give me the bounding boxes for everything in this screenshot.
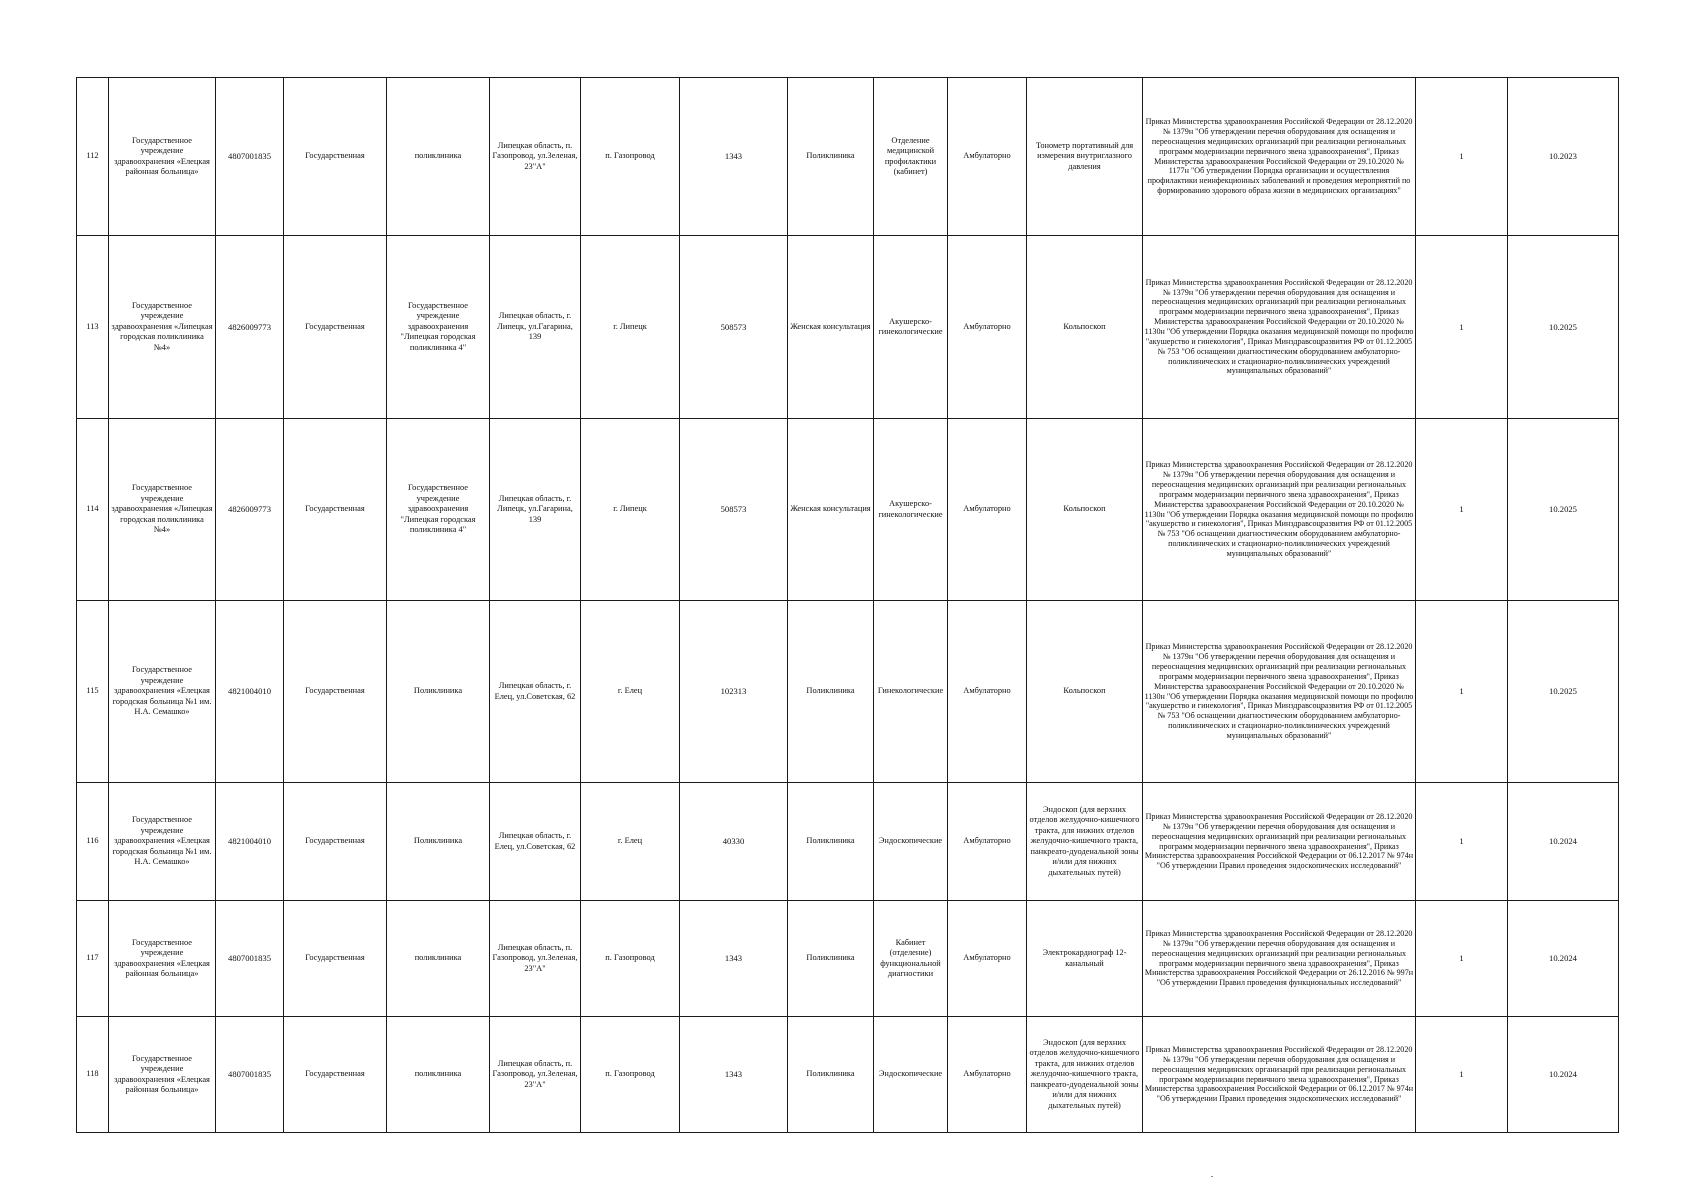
date-cell: 10.2024 xyxy=(1508,901,1619,1017)
table-row xyxy=(77,1017,1619,1133)
care-form-cell: Амбулаторно xyxy=(948,1017,1027,1133)
inn-cell: 4826009773 xyxy=(216,419,284,601)
subdivision-cell: Поликлиника xyxy=(788,901,874,1017)
quantity-cell: 1 xyxy=(1416,901,1508,1017)
row-number: 117 xyxy=(77,901,109,1017)
institution-name: Государственное учреждение здравоохранения «Липецкая городская поликлиника №4» xyxy=(109,419,216,601)
inn-cell: 4826009773 xyxy=(216,236,284,419)
quantity-cell: 1 xyxy=(1416,78,1508,236)
table-row xyxy=(77,78,1619,236)
address-cell: Липецкая область, п. Газопровод, ул.Зеленая, 23"А" xyxy=(490,78,581,236)
row-number: 112 xyxy=(77,78,109,236)
date-cell: 10.2025 xyxy=(1508,601,1619,783)
date-cell: 10.2025 xyxy=(1508,236,1619,419)
institution-name: Государственное учреждение здравоохранения «Елецкая районная больница» xyxy=(109,901,216,1017)
equipment-cell: Тонометр портативный для измерения внутриглазного давления xyxy=(1027,78,1143,236)
row-number: 114 xyxy=(77,419,109,601)
inn-cell: 4807001835 xyxy=(216,78,284,236)
regulatory-order-cell: Приказ Министерства здравоохранения Российской Федерации от 28.12.2020 № 1379н "Об утверждении перечня оборудования для оснащения и переоснащения медицинских организаций при реализации региональных программ модернизации первичного звена здравоохранения", Приказ Министерства здравоохранения Российской Федерации от 29.10.2020 № 1177н "Об утверждении Порядка организации и осуществления профилактики неинфекционных заболеваний и проведения мероприятий по формированию здорового образа жизни в медицинских организациях" xyxy=(1143,78,1416,236)
structural-unit: Поликлиника xyxy=(387,601,490,783)
regulatory-order-cell: Приказ Министерства здравоохранения Российской Федерации от 28.12.2020 № 1379н "Об утверждении перечня оборудования для оснащения и переоснащения медицинских организаций при реализации региональных программ модернизации первичного звена здравоохранения", Приказ Министерства здравоохранения Российской Федерации от 06.12.2017 № 974н "Об утверждении Правил проведения эндоскопических исследований" xyxy=(1143,783,1416,901)
document-page xyxy=(76,77,1618,1133)
locality-cell: п. Газопровод xyxy=(581,1017,680,1133)
institution-name: Государственное учреждение здравоохранения «Елецкая районная больница» xyxy=(109,78,216,236)
table-row xyxy=(77,601,1619,783)
institution-name: Государственное учреждение здравоохранения «Елецкая городская больница №1 им. Н.А. Семашко» xyxy=(109,783,216,901)
row-number: 118 xyxy=(77,1017,109,1133)
inn-cell: 4807001835 xyxy=(216,901,284,1017)
population-cell: 508573 xyxy=(680,419,788,601)
address-cell: Липецкая область, г. Липецк, ул.Гагарина, 139 xyxy=(490,419,581,601)
department-cell: Отделение медицинской профилактики (кабинет) xyxy=(874,78,948,236)
subdivision-cell: Женская консультация xyxy=(788,419,874,601)
inn-cell: 4821004010 xyxy=(216,601,284,783)
care-form-cell: Амбулаторно xyxy=(948,236,1027,419)
population-cell: 102313 xyxy=(680,601,788,783)
regulatory-order-cell: Приказ Министерства здравоохранения Российской Федерации от 28.12.2020 № 1379н "Об утверждении перечня оборудования для оснащения и переоснащения медицинских организаций при реализации региональных программ модернизации первичного звена здравоохранения", Приказ Министерства здравоохранения Российской Федерации от 06.12.2017 № 974н "Об утверждении Правил проведения эндоскопических исследований" xyxy=(1143,1017,1416,1133)
population-cell: 1343 xyxy=(680,78,788,236)
address-cell: Липецкая область, г. Липецк, ул.Гагарина, 139 xyxy=(490,236,581,419)
care-form-cell: Амбулаторно xyxy=(948,783,1027,901)
structural-unit: поликлиника xyxy=(387,78,490,236)
scan-speck xyxy=(1211,1176,1213,1177)
locality-cell: п. Газопровод xyxy=(581,901,680,1017)
subdivision-cell: Поликлиника xyxy=(788,601,874,783)
date-cell: 10.2024 xyxy=(1508,783,1619,901)
structural-unit: Поликлиника xyxy=(387,783,490,901)
locality-cell: г. Липецк xyxy=(581,236,680,419)
population-cell: 40330 xyxy=(680,783,788,901)
care-form-cell: Амбулаторно xyxy=(948,78,1027,236)
table-row xyxy=(77,901,1619,1017)
department-cell: Гинекологические xyxy=(874,601,948,783)
care-form-cell: Амбулаторно xyxy=(948,601,1027,783)
locality-cell: п. Газопровод xyxy=(581,78,680,236)
department-cell: Акушерско-гинекологические xyxy=(874,236,948,419)
population-cell: 1343 xyxy=(680,901,788,1017)
quantity-cell: 1 xyxy=(1416,783,1508,901)
subdivision-cell: Поликлиника xyxy=(788,783,874,901)
quantity-cell: 1 xyxy=(1416,419,1508,601)
ownership-form: Государственная xyxy=(284,601,387,783)
regulatory-order-cell: Приказ Министерства здравоохранения Российской Федерации от 28.12.2020 № 1379н "Об утверждении перечня оборудования для оснащения и переоснащения медицинских организаций при реализации региональных программ модернизации первичного звена здравоохранения", Приказ Министерства здравоохранения Российской Федерации от 20.10.2020 № 1130н "Об утверждении Порядка оказания медицинской помощи по профилю "акушерство и гинекология", Приказ Минздравсоцразвития РФ от 01.12.2005 № 753 "Об оснащении диагностическим оборудованием амбулаторно-поликлинических и стационарно-поликлинических учреждений муниципальных образований" xyxy=(1143,601,1416,783)
subdivision-cell: Поликлиника xyxy=(788,1017,874,1133)
institution-name: Государственное учреждение здравоохранения «Елецкая городская больница №1 им. Н.А. Семашко» xyxy=(109,601,216,783)
address-cell: Липецкая область, г. Елец, ул.Советская, 62 xyxy=(490,601,581,783)
ownership-form: Государственная xyxy=(284,901,387,1017)
row-number: 116 xyxy=(77,783,109,901)
department-cell: Эндоскопические xyxy=(874,783,948,901)
inn-cell: 4821004010 xyxy=(216,783,284,901)
ownership-form: Государственная xyxy=(284,419,387,601)
structural-unit: Государственное учреждение здравоохранения "Липецкая городская поликлиника 4" xyxy=(387,236,490,419)
quantity-cell: 1 xyxy=(1416,236,1508,419)
table-row xyxy=(77,419,1619,601)
regulatory-order-cell: Приказ Министерства здравоохранения Российской Федерации от 28.12.2020 № 1379н "Об утверждении перечня оборудования для оснащения и переоснащения медицинских организаций при реализации региональных программ модернизации первичного звена здравоохранения", Приказ Министерства здравоохранения Российской Федерации от 26.12.2016 № 997н "Об утверждении Правил проведения функциональных исследований" xyxy=(1143,901,1416,1017)
row-number: 113 xyxy=(77,236,109,419)
table-row xyxy=(77,783,1619,901)
ownership-form: Государственная xyxy=(284,236,387,419)
locality-cell: г. Елец xyxy=(581,601,680,783)
row-number: 115 xyxy=(77,601,109,783)
inn-cell: 4807001835 xyxy=(216,1017,284,1133)
quantity-cell: 1 xyxy=(1416,1017,1508,1133)
address-cell: Липецкая область, п. Газопровод, ул.Зеленая, 23"А" xyxy=(490,901,581,1017)
date-cell: 10.2023 xyxy=(1508,78,1619,236)
ownership-form: Государственная xyxy=(284,78,387,236)
regulatory-order-cell: Приказ Министерства здравоохранения Российской Федерации от 28.12.2020 № 1379н "Об утверждении перечня оборудования для оснащения и переоснащения медицинских организаций при реализации региональных программ модернизации первичного звена здравоохранения", Приказ Министерства здравоохранения Российской Федерации от 20.10.2020 № 1130н "Об утверждении Порядка оказания медицинской помощи по профилю "акушерство и гинекология", Приказ Минздравсоцразвития РФ от 01.12.2005 № 753 "Об оснащении диагностическим оборудованием амбулаторно-поликлинических и стационарно-поликлинических учреждений муниципальных образований" xyxy=(1143,419,1416,601)
care-form-cell: Амбулаторно xyxy=(948,901,1027,1017)
address-cell: Липецкая область, г. Елец, ул.Советская, 62 xyxy=(490,783,581,901)
institution-name: Государственное учреждение здравоохранения «Липецкая городская поликлиника №4» xyxy=(109,236,216,419)
locality-cell: г. Липецк xyxy=(581,419,680,601)
department-cell: Кабинет (отделение) функциональной диагностики xyxy=(874,901,948,1017)
equipment-cell: Кольпоскоп xyxy=(1027,236,1143,419)
structural-unit: поликлиника xyxy=(387,901,490,1017)
equipment-cell: Эндоскоп (для верхних отделов желудочно-кишечного тракта, для нижних отделов желудочно-кишечного тракта, панкреато-дуоденальной зоны и/или для нижних дыхательных путей) xyxy=(1027,783,1143,901)
date-cell: 10.2024 xyxy=(1508,1017,1619,1133)
population-cell: 1343 xyxy=(680,1017,788,1133)
equipment-table xyxy=(76,77,1619,1133)
department-cell: Акушерско-гинекологические xyxy=(874,419,948,601)
institution-name: Государственное учреждение здравоохранения «Елецкая районная больница» xyxy=(109,1017,216,1133)
locality-cell: г. Елец xyxy=(581,783,680,901)
department-cell: Эндоскопические xyxy=(874,1017,948,1133)
equipment-cell: Кольпоскоп xyxy=(1027,419,1143,601)
address-cell: Липецкая область, п. Газопровод, ул.Зеленая, 23"А" xyxy=(490,1017,581,1133)
ownership-form: Государственная xyxy=(284,1017,387,1133)
quantity-cell: 1 xyxy=(1416,601,1508,783)
subdivision-cell: Женская консультация xyxy=(788,236,874,419)
population-cell: 508573 xyxy=(680,236,788,419)
structural-unit: поликлиника xyxy=(387,1017,490,1133)
regulatory-order-cell: Приказ Министерства здравоохранения Российской Федерации от 28.12.2020 № 1379н "Об утверждении перечня оборудования для оснащения и переоснащения медицинских организаций при реализации региональных программ модернизации первичного звена здравоохранения", Приказ Министерства здравоохранения Российской Федерации от 20.10.2020 № 1130н "Об утверждении Порядка оказания медицинской помощи по профилю "акушерство и гинекология", Приказ Минздравсоцразвития РФ от 01.12.2005 № 753 "Об оснащении диагностическим оборудованием амбулаторно-поликлинических и стационарно-поликлинических учреждений муниципальных образований" xyxy=(1143,236,1416,419)
structural-unit: Государственное учреждение здравоохранения "Липецкая городская поликлиника 4" xyxy=(387,419,490,601)
equipment-cell: Эндоскоп (для верхних отделов желудочно-кишечного тракта, для нижних отделов желудочно-кишечного тракта, панкреато-дуоденальной зоны и/или для нижних дыхательных путей) xyxy=(1027,1017,1143,1133)
date-cell: 10.2025 xyxy=(1508,419,1619,601)
care-form-cell: Амбулаторно xyxy=(948,419,1027,601)
equipment-cell: Кольпоскоп xyxy=(1027,601,1143,783)
ownership-form: Государственная xyxy=(284,783,387,901)
subdivision-cell: Поликлиника xyxy=(788,78,874,236)
equipment-cell: Электрокардиограф 12-канальный xyxy=(1027,901,1143,1017)
table-row xyxy=(77,236,1619,419)
